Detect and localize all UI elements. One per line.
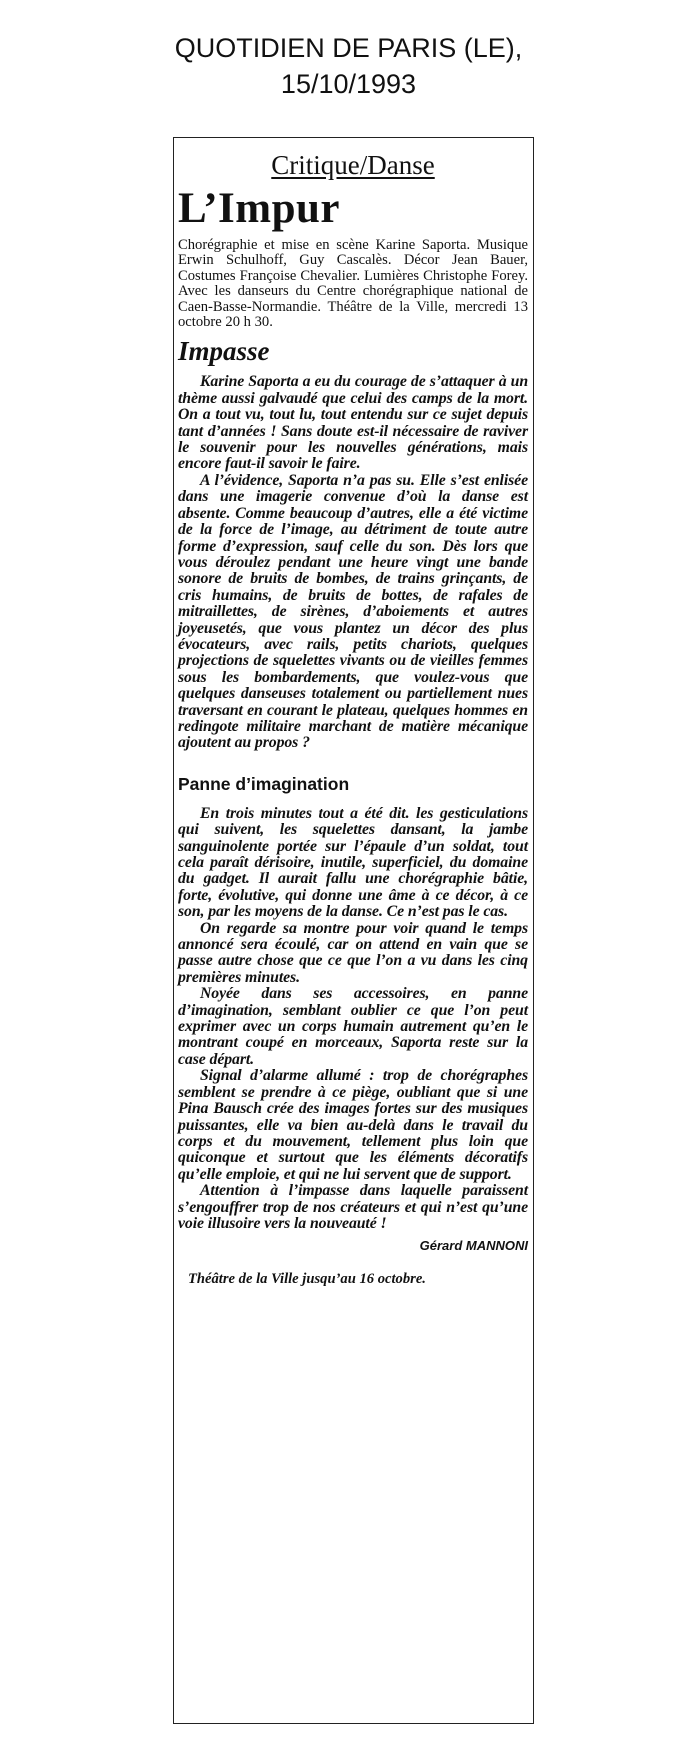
footnote: Théâtre de la Ville jusqu’au 16 octobre. — [188, 1271, 426, 1288]
paragraph: En trois minutes tout a été dit. les gesticulations qui suivent, les squelettes dansant, la jambe sanguinolente portée sur l’épaule d’un soldat, tout cela paraît dérisoire, inutile, superficiel, du domaine du gadget. Il aurait fallu une chorégraphie bâtie, forte, évolutive, qui donne une âme à ce décor, à ce son, par les moyens de la danse. Ce n’est pas le cas. — [178, 804, 528, 921]
article-column — [178, 150, 528, 1288]
rubric: Critique/Danse — [271, 150, 435, 180]
paragraph: A l’évidence, Saporta n’a pas su. Elle s’est enlisée dans une imagerie convenue d’où la danse est absente. Comme beaucoup d’autres, elle a été victime de la force de l’image, au détriment de toute autre forme d’expression, sauf celle du son. Dès lors que vous déroulez pendant une heure vingt une bande sonore de bruits de bombes, de trains grinçants, de cris humains, de bruits de bottes, de rafales de mitraillettes, de sirènes, d’aboiements et autres joyeusetés, que vous plantez un décor des plus évocateurs, avec rails, petits chariots, quelques projections de squelettes vivants ou de vieilles femmes sous les bombardements, que voulez-vous que quelques danseuses totalement ou partiellement nues traversant en courant le plateau, quelques hommes en redingote militaire marchant de matière mécanique ajoutent au propos ? — [178, 471, 528, 752]
article-title: L’Impur — [178, 185, 341, 232]
author-signature: Gérard MANNONI — [419, 1238, 528, 1254]
publication-date: 15/10/1993 — [280, 69, 417, 99]
credits: Chorégraphie et mise en scène Karine Saporta. Musique Erwin Schulhoff, Guy Cascalès. Décor Jean Bauer, Costumes Françoise Chevalier. Lumières Christophe Forey. Avec les danseurs du Centre chorégraphique national de Caen-Basse-Normandie. Théâtre de la Ville, mercredi 13 octobre 20 h 30. — [178, 237, 528, 331]
article-subtitle: Impasse — [178, 336, 270, 367]
newspaper-source: QUOTIDIEN DE PARIS (LE), — [174, 33, 523, 63]
paragraph: Karine Saporta a eu du courage de s’attaquer à un thème aussi galvaudé que celui des camps de la mort. On a tout vu, tout lu, tout entendu sur ce sujet depuis tant d’années ! Sans doute est-il nécessaire de raviver le souvenir pour les nouvelles générations, mais encore faut-il savoir le faire. — [178, 373, 528, 473]
intertitle: Panne d’imagination — [178, 773, 350, 794]
paragraph: Attention à l’impasse dans laquelle paraissent s’engouffrer trop de nos créateurs et qui n’est qu’une voie illusoire vers la nouveauté ! — [178, 1182, 528, 1232]
paragraph: Noyée dans ses accessoires, en panne d’imagination, semblant oublier ce que l’on peut exprimer avec un corps humain autrement qu’en le montrant coupé en morceaux, Saporta reste sur la case départ. — [178, 985, 528, 1068]
paragraph: Signal d’alarme allumé : trop de chorégraphes semblent se prendre à ce piège, oubliant que si une Pina Bausch crée des images fortes sur des musiques puissantes, elle va bien au-delà dans le travail du corps et du mouvement, tellement plus loin que quiconque et surtout que les éléments décoratifs qu’elle emploie, et qui ne lui servent que de support. — [178, 1067, 528, 1183]
paragraph: On regarde sa montre pour voir quand le temps annoncé sera écoulé, car on attend en vain que se passe autre chose que ce que l’on a vu dans les cinq premières minutes. — [178, 919, 528, 986]
newspaper-header — [0, 30, 697, 102]
